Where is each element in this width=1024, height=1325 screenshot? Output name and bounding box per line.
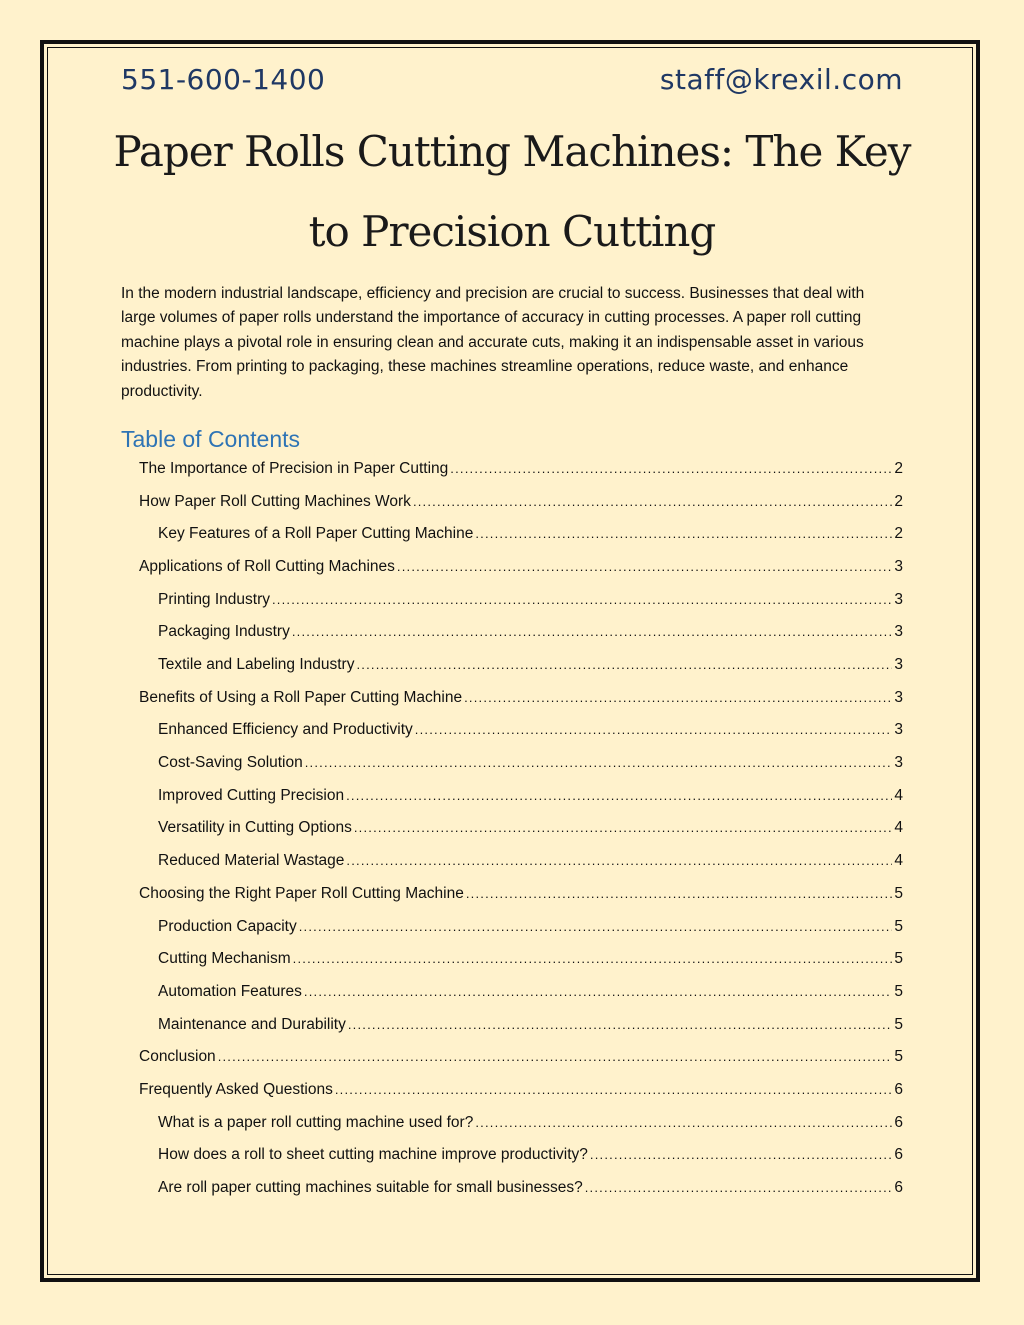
toc-entry-page-number[interactable]: 3 [894, 656, 903, 674]
toc-dot-leader [397, 555, 892, 579]
toc-entry[interactable] [158, 784, 903, 808]
toc-dot-leader [464, 686, 892, 710]
toc-entry-label[interactable]: Textile and Labeling Industry [158, 656, 355, 674]
toc-entry-label[interactable]: What is a paper roll cutting machine used for? [158, 1113, 474, 1131]
toc-dot-leader [413, 490, 892, 514]
toc-dot-leader [346, 849, 892, 873]
toc-entry-label[interactable]: The Importance of Precision in Paper Cutting [139, 460, 449, 477]
toc-dot-leader [415, 718, 893, 742]
toc-dot-leader [356, 653, 892, 677]
toc-dot-leader [450, 457, 892, 481]
intro-paragraph: In the modern industrial landscape, efficiency and precision are crucial to success. Businesses that deal with large volumes of paper rolls understand the importance of accuracy in cutting processes. A paper roll cutting machine plays a pivotal role in ensuring clean and accurate cuts, making it an indispensable asset in various industries. From printing to packaging, these machines streamline operations, reduce waste, and enhance productivity. [121, 285, 865, 400]
toc-entry[interactable] [139, 457, 903, 481]
toc-entry[interactable] [158, 980, 903, 1004]
toc-entry-page-number[interactable]: 5 [894, 884, 903, 902]
toc-dot-leader [346, 784, 892, 808]
toc-entry[interactable] [139, 1078, 903, 1102]
toc-entry-page-number[interactable]: 6 [894, 1178, 903, 1196]
toc-dot-leader [272, 588, 892, 612]
toc-entry-label[interactable]: Choosing the Right Paper Roll Cutting Machine [139, 884, 464, 902]
toc-entry-label[interactable]: Printing Industry [158, 590, 270, 608]
toc-entry[interactable] [158, 718, 903, 742]
toc-entry[interactable] [139, 1045, 903, 1069]
toc-entry[interactable] [139, 555, 903, 579]
toc-entry-label[interactable]: Packaging Industry [158, 623, 290, 641]
toc-entry-page-number[interactable]: 5 [894, 982, 903, 1000]
toc-entry[interactable] [158, 620, 903, 644]
toc-entry[interactable] [158, 947, 903, 971]
toc-entry-page-number[interactable]: 2 [894, 525, 903, 543]
toc-entry-label[interactable]: Conclusion [139, 1048, 216, 1066]
toc-entry-page-number[interactable]: 3 [894, 754, 903, 772]
toc-entry-page-number[interactable]: 4 [894, 852, 903, 870]
toc-entry[interactable] [158, 1013, 903, 1037]
toc-entry[interactable] [158, 816, 903, 840]
toc-entry[interactable] [158, 751, 903, 775]
toc-entry-label[interactable]: Production Capacity [158, 917, 297, 935]
toc-entry[interactable] [158, 915, 903, 939]
toc-entry-page-number[interactable]: 6 [894, 1080, 903, 1098]
toc-dot-leader [292, 620, 893, 644]
toc-dot-leader [304, 980, 892, 1004]
toc-entry-page-number[interactable]: 4 [894, 786, 903, 804]
toc-entry-page-number[interactable]: 5 [894, 1048, 903, 1066]
toc-entry-label[interactable]: Benefits of Using a Roll Paper Cutting Machine [139, 688, 463, 706]
toc-entry[interactable] [139, 490, 903, 514]
toc-entry-page-number[interactable]: 5 [894, 950, 903, 968]
toc-dot-leader [218, 1045, 893, 1069]
toc-entry-label[interactable]: Improved Cutting Precision [158, 786, 345, 804]
toc-dot-leader [475, 522, 892, 546]
toc-dot-leader [466, 882, 893, 906]
toc-entry-label[interactable]: Maintenance and Durability [158, 1015, 346, 1033]
toc-entry-label[interactable]: Enhanced Efficiency and Productivity [158, 721, 413, 739]
toc-entry[interactable] [158, 1176, 903, 1200]
toc-entry-label[interactable]: Are roll paper cutting machines suitable for small businesses? [158, 1178, 583, 1196]
toc-dot-leader [293, 947, 893, 971]
toc-entry-label[interactable]: Cutting Mechanism [158, 950, 291, 968]
toc-entry-page-number[interactable]: 3 [894, 688, 903, 706]
toc-entry-label[interactable]: Applications of Roll Cutting Machines [139, 558, 395, 576]
toc-entry-label[interactable]: How Paper Roll Cutting Machines Work [139, 492, 411, 510]
toc-dot-leader [305, 751, 893, 775]
toc-entry[interactable] [158, 849, 903, 873]
toc-heading: Table of Contents [121, 426, 301, 452]
toc-entry-page-number[interactable]: 5 [894, 917, 903, 935]
toc-dot-leader [354, 816, 893, 840]
toc-entry-page-number[interactable]: 2 [894, 460, 903, 477]
toc-entry-page-number[interactable]: 3 [894, 721, 903, 739]
toc-entry[interactable] [139, 686, 903, 710]
toc-entry-label[interactable]: Reduced Material Wastage [158, 852, 345, 870]
toc-entry-page-number[interactable]: 6 [894, 1113, 903, 1131]
toc-entry-label[interactable]: Versatility in Cutting Options [158, 819, 352, 837]
toc-entry[interactable] [158, 653, 903, 677]
toc-entry-page-number[interactable]: 3 [894, 590, 903, 608]
toc-dot-leader [348, 1013, 893, 1037]
page-title: Paper Rolls Cutting Machines: The Key to Precision Cutting [113, 127, 911, 256]
toc-entry-page-number[interactable]: 2 [894, 492, 903, 510]
toc-dot-leader [585, 1176, 893, 1200]
toc-entry-page-number[interactable]: 5 [894, 1015, 903, 1033]
toc-dot-leader [475, 1111, 892, 1135]
toc-entry-label[interactable]: Key Features of a Roll Paper Cutting Machine [158, 525, 474, 543]
toc-entry-label[interactable]: Frequently Asked Questions [139, 1080, 333, 1098]
toc-entry[interactable] [158, 1143, 903, 1167]
toc-entry[interactable] [139, 882, 903, 906]
toc-entry-label[interactable]: How does a roll to sheet cutting machine improve productivity? [158, 1146, 588, 1164]
toc-dot-leader [335, 1078, 893, 1102]
toc-dot-leader [299, 915, 893, 939]
toc-entry-page-number[interactable]: 3 [894, 623, 903, 641]
toc-entry-page-number[interactable]: 6 [894, 1146, 903, 1164]
toc-entry[interactable] [158, 1111, 903, 1135]
toc-entry-label[interactable]: Automation Features [158, 982, 302, 1000]
header-phone: 551-600-1400 [121, 63, 326, 96]
header-email: staff@krexil.com [659, 63, 903, 96]
toc-entry-page-number[interactable]: 4 [894, 819, 903, 837]
toc-dot-leader [590, 1143, 892, 1167]
toc-entry-label[interactable]: Cost-Saving Solution [158, 754, 303, 772]
toc-entry[interactable] [158, 588, 903, 612]
toc-entry-page-number[interactable]: 3 [894, 558, 903, 576]
toc-entry[interactable] [158, 522, 903, 546]
